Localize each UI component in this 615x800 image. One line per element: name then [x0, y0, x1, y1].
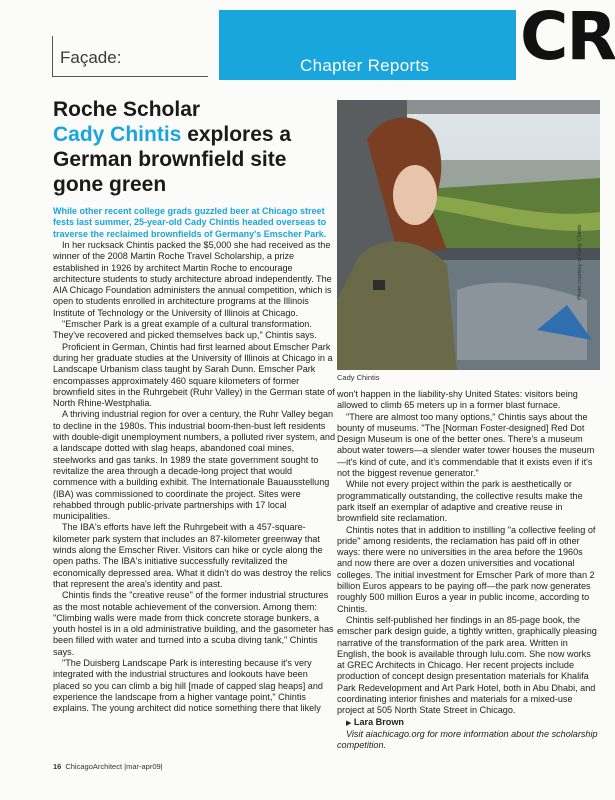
body-paragraph: Proficient in German, Chintis had first learned about Emscher Park during her graduate studies at the University of Illinois at Chicago in a Landscape Urbanism class taught by Sarah Dunn. Emscher Park encompasses approximately 460 square kilometers of former brownfield sites in the Ruhrgebeit (Ruhr Valley) in the German state of North Rhine-Westphalia. [53, 341, 335, 409]
headline-rest: explores a German brownfield site gone green [53, 123, 292, 196]
issue-date: |mar-apr09| [124, 762, 163, 771]
body-paragraph: The IBA's efforts have left the Ruhrgebeit with a 457-square-kilometer park system that includes an 87-kilometer greenway that winds along the Emscher River. Visitors can hike or cycle along the open paths. The IBA's initiative successfully revitalized the economically depressed area. What it didn't do was destroy the relics that represent the area's identity and past. [53, 522, 332, 589]
article-headline [53, 97, 333, 197]
body-paragraph: Chintis notes that in addition to instilling "a collective feeling of pride" among residents, the reclamation has paid off in other ways: there were no universities in the area before the 1960s and now there are over a dozen universities and vocational colleges. The initial investment for Emscher Park of more than 2 billion Euros appears to be paying off—the park now generates roughly 500 million Euros a year in public income, according to Chintis. [337, 524, 596, 614]
byline-row [337, 717, 600, 729]
right-column [337, 389, 600, 752]
body-paragraph: While not every project within the park is aesthetically or programmatically outstanding, the collective results make the park itself an exemplar of adaptive and creative reuse in brownfield site reclamation. [337, 479, 583, 524]
body-paragraph: "There are almost too many options," Chintis says about the bounty of museums. "The [Norman Foster-designed] Red Dot Design Museum is one of the better ones. There's a museum about water towers—a slender water tower houses the museum—it's kind of cute, and it's commendable that it exists even if it's not the biggest revenue generator." [337, 411, 595, 479]
banner-label: Chapter Reports [300, 56, 430, 75]
body-paragraph: Chintis finds the "creative reuse" of the former industrial structures as the most notable achievement of the conversion. Among them: "Climbing walls were made from thick concrete storage bunkers, a youth hostel is in a old administrative building, and the gasometer has been filled with water and turned into a scuba diving tank," Chintis says. [53, 590, 334, 657]
section-label-text: Façade: [60, 48, 122, 67]
body-paragraph: "The Duisberg Landscape Park is interesting because it's very integrated with the industrial structures and lookouts have been placed so you can climb a big hill [made of capped slag heaps] and experience the landscape from a higher vantage point," Chintis explains. The young architect did notice something there that likely [53, 657, 323, 714]
headline-name: Cady Chintis [53, 123, 182, 146]
body-paragraph: Chintis self-published her findings in an 85-page book, the emscher park design guide, a tightly written, graphically pleasing narrative of the transformation of the park area. Written in English, the book is available through lulu.com. She now works at GREC Architects in Chicago. Her recent projects include production of concept design presentation materials for Khalifa Park Redevelopment and Art Park Hotel, both in Abu Dhabi, and coordinating interior finishes and materials for a mixed-use project at 505 North State Street in Chicago. [337, 614, 597, 716]
headline-line1: Roche Scholar [53, 98, 201, 121]
body-paragraph: "Emscher Park is a great example of a cultural transformation. They've recovered and picked themselves back up," Chintis says. [53, 319, 317, 341]
left-column [53, 240, 337, 714]
photo-caption: Cady Chintis [337, 373, 380, 382]
triangle-icon: ▶ [346, 719, 352, 727]
banner-big-letters: CR [520, 0, 615, 75]
scholarship-note: Visit aiachicago.org for more information about the scholarship competition. [337, 728, 598, 751]
body-paragraph: A thriving industrial region for over a century, the Ruhr Valley began to decline in the 1980s. This industrial boom-then-bust left residents with double-digit unemployment numbers, a polluted river system, and a landscape dotted with slag heaps, abandoned coal mines, steelworks and gas tanks. In 1989 the state government sought to revitalize the area through a decade-long project that would commence with a building exhibit. The Internationale Bauausstellung (IBA) was commissioned to coordinate the project. Sites were rehabbed through public-private partnerships with 17 local municipalities. [53, 409, 336, 522]
byline: Lara Brown [353, 716, 404, 727]
publication-name: ChicagoArchitect [65, 762, 123, 771]
article-deck: While other recent college grads guzzled beer at Chicago street fests last summer, 25-year-old Cady Chintis headed overseas to traverse the reclaimed brownfields of Germany's Emscher Park. [53, 206, 327, 239]
portrait-photo [337, 100, 600, 370]
headline-line2 [53, 122, 333, 197]
body-paragraph: In her rucksack Chintis packed the $5,000 she had received as the winner of the 2008 Martin Roche Travel Scholarship, a prize established in 1926 by architect Martin Roche to encourage architecture students to study architecture abroad independently. The AIA Chicago Foundation administers the annual competition, which is open to students enrolled in architecture programs at the Illinois Institute of Technology or the University of Illinois at Chicago. [53, 240, 332, 318]
photo-credit: Photo courtesy of Cady Chintis [577, 224, 583, 300]
body-paragraph: won't happen in the liability-shy United States: visitors being allowed to climb 65 meters up in a former blast furnace. [337, 389, 578, 411]
page-number: 16 [53, 762, 62, 771]
section-label [52, 36, 208, 77]
page-footer [53, 762, 163, 771]
photo-illustration [337, 100, 600, 370]
